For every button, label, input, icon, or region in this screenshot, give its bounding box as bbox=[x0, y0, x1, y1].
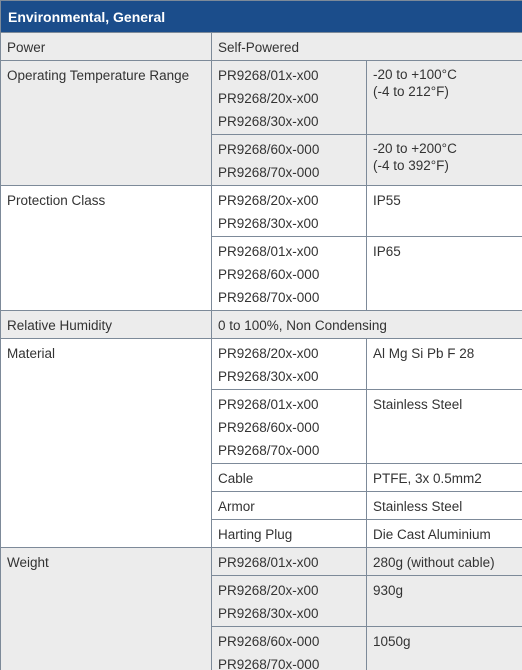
temp-value-1 bbox=[367, 61, 522, 101]
model-code: PR9268/01x-x00 bbox=[218, 397, 319, 412]
temp-range-celsius: -20 to +200°C bbox=[373, 141, 457, 156]
weight-value-3: 1050g bbox=[373, 634, 411, 649]
model-code: PR9268/20x-x00 bbox=[218, 346, 319, 361]
row-label-protection-class: Protection Class bbox=[7, 193, 106, 208]
weight-models-2 bbox=[212, 576, 366, 626]
material-part-harting-plug: Harting Plug bbox=[218, 527, 293, 542]
model-code: PR9268/30x-x00 bbox=[218, 606, 319, 621]
material-value-1: Al Mg Si Pb F 28 bbox=[373, 346, 475, 361]
protection-models-1 bbox=[212, 186, 366, 236]
power-value: Self-Powered bbox=[218, 40, 300, 55]
temp-range-fahrenheit: (-4 to 212°F) bbox=[373, 84, 449, 99]
row-label-operating-temperature: Operating Temperature Range bbox=[7, 68, 190, 83]
material-models-2 bbox=[212, 390, 366, 463]
model-code: PR9268/01x-x00 bbox=[218, 555, 319, 570]
temp-range-fahrenheit: (-4 to 392°F) bbox=[373, 158, 449, 173]
material-part-cable: Cable bbox=[218, 471, 254, 486]
material-part-armor: Armor bbox=[218, 499, 255, 514]
model-code: PR9268/30x-x00 bbox=[218, 114, 319, 129]
model-code: PR9268/20x-x00 bbox=[218, 91, 319, 106]
material-value-2: Stainless Steel bbox=[373, 397, 463, 412]
protection-value-1: IP55 bbox=[373, 193, 401, 208]
temp-range-celsius: -20 to +100°C bbox=[373, 67, 457, 82]
model-code: PR9268/30x-x00 bbox=[218, 216, 319, 231]
row-label-relative-humidity: Relative Humidity bbox=[7, 318, 113, 333]
material-value-cable: PTFE, 3x 0.5mm2 bbox=[373, 471, 482, 486]
table-row-weight bbox=[1, 548, 522, 576]
model-code: PR9268/20x-x00 bbox=[218, 583, 319, 598]
table-row-power bbox=[1, 33, 522, 61]
material-models-1 bbox=[212, 339, 366, 389]
protection-models-2 bbox=[212, 237, 366, 310]
model-code: PR9268/01x-x00 bbox=[218, 244, 319, 259]
table-title: Environmental, General bbox=[1, 1, 522, 33]
model-code: PR9268/60x-000 bbox=[218, 420, 320, 435]
temp-models-2 bbox=[212, 135, 366, 185]
model-code: PR9268/70x-000 bbox=[218, 290, 320, 305]
weight-models-1 bbox=[212, 548, 366, 575]
model-code: PR9268/60x-000 bbox=[218, 142, 320, 157]
row-label-power: Power bbox=[7, 40, 46, 55]
model-code: PR9268/70x-000 bbox=[218, 165, 320, 180]
model-code: PR9268/70x-000 bbox=[218, 443, 320, 458]
table-row-operating-temperature bbox=[1, 61, 522, 135]
material-value-armor: Stainless Steel bbox=[373, 499, 463, 514]
weight-value-1: 280g (without cable) bbox=[373, 555, 495, 570]
table-row-material bbox=[1, 339, 522, 390]
table-header-row bbox=[1, 1, 522, 33]
relative-humidity-value: 0 to 100%, Non Condensing bbox=[218, 318, 387, 333]
model-code: PR9268/30x-x00 bbox=[218, 369, 319, 384]
row-label-weight: Weight bbox=[7, 555, 49, 570]
weight-models-3 bbox=[212, 627, 366, 670]
model-code: PR9268/60x-000 bbox=[218, 634, 320, 649]
row-label-material: Material bbox=[7, 346, 56, 361]
model-code: PR9268/01x-x00 bbox=[218, 68, 319, 83]
weight-value-2: 930g bbox=[373, 583, 404, 598]
temp-models-1 bbox=[212, 61, 366, 134]
protection-value-2: IP65 bbox=[373, 244, 401, 259]
table-row-protection-class bbox=[1, 186, 522, 237]
table-row-relative-humidity bbox=[1, 311, 522, 339]
model-code: PR9268/70x-000 bbox=[218, 657, 320, 670]
model-code: PR9268/20x-x00 bbox=[218, 193, 319, 208]
temp-value-2 bbox=[367, 135, 522, 175]
model-code: PR9268/60x-000 bbox=[218, 267, 320, 282]
material-value-harting-plug: Die Cast Aluminium bbox=[373, 527, 491, 542]
